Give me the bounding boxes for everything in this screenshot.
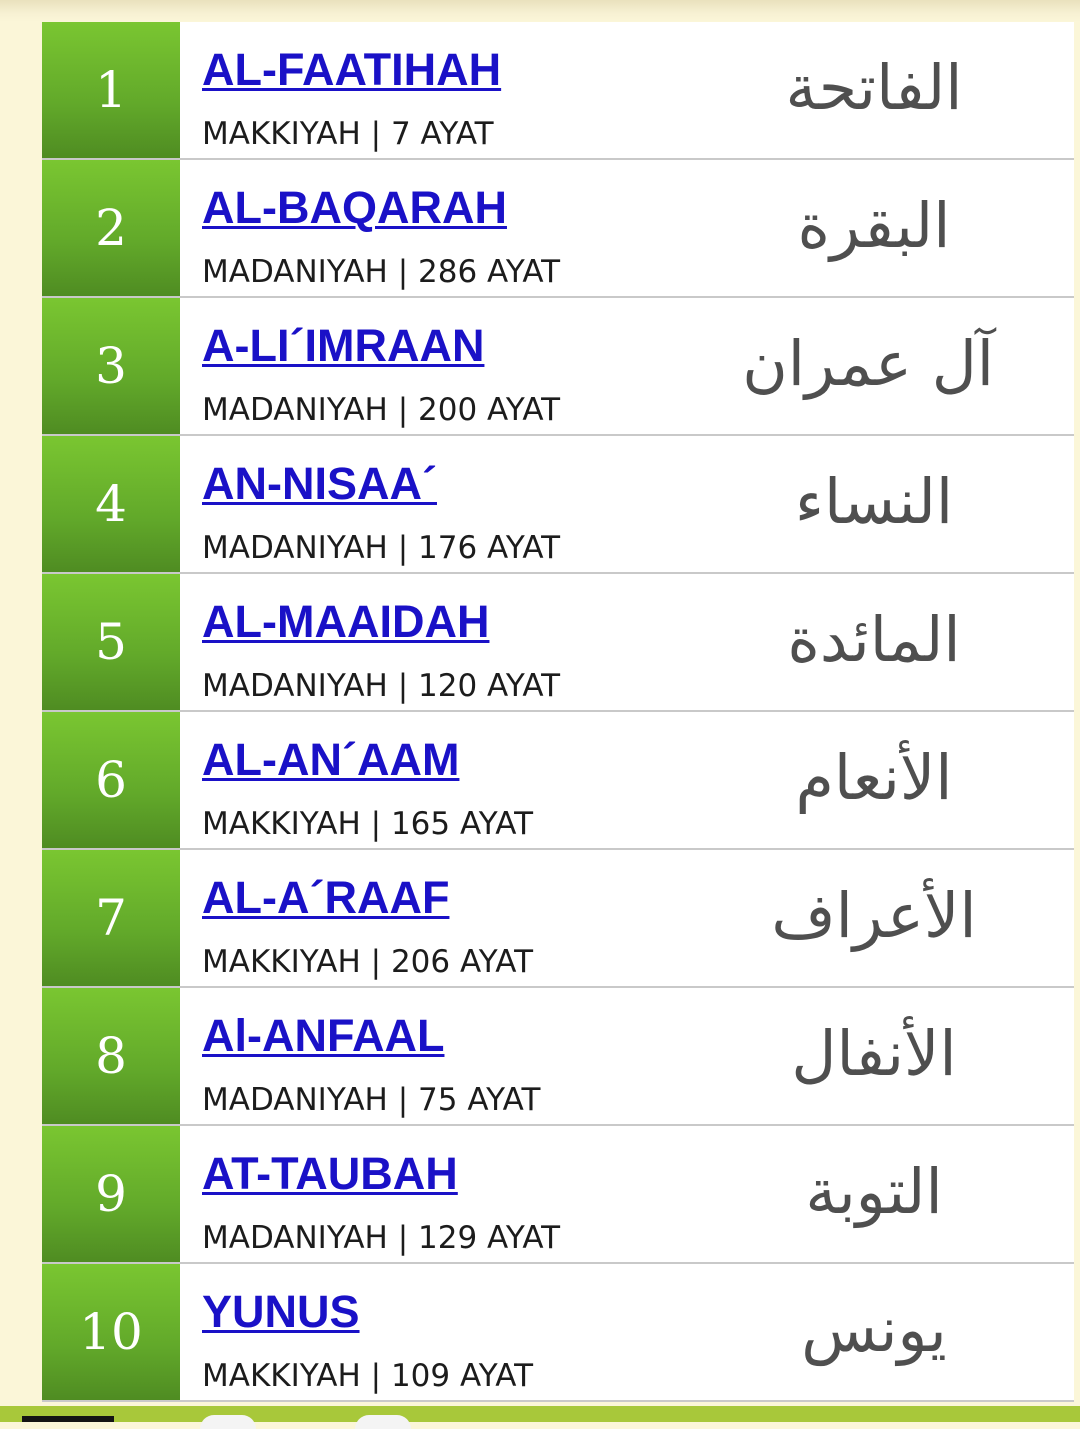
- surah-row-1[interactable]: [42, 22, 1074, 160]
- surah-number: 7: [42, 850, 180, 986]
- surah-name-link[interactable]: AL-AN´AAM: [202, 734, 460, 785]
- surah-name-link[interactable]: AT-TAUBAH: [202, 1148, 458, 1199]
- surah-number: 9: [42, 1126, 180, 1262]
- surah-row-2[interactable]: [42, 160, 1074, 298]
- surah-name-link[interactable]: AL-MAAIDAH: [202, 596, 490, 647]
- surah-name-link[interactable]: YUNUS: [202, 1286, 360, 1337]
- surah-number: 2: [42, 160, 180, 296]
- surah-arabic-name: آل عمران: [742, 327, 994, 400]
- surah-number: 8: [42, 988, 180, 1124]
- surah-meta: MAKKIYAH | 165 AYAT: [202, 806, 534, 842]
- surah-arabic-name: التوبة: [805, 1155, 943, 1228]
- surah-number: 3: [42, 298, 180, 434]
- surah-arabic-name: الفاتحة: [785, 51, 963, 124]
- bottom-bar-tab-indicator: [22, 1416, 114, 1422]
- surah-list: [42, 22, 1074, 1402]
- top-edge-shadow: [0, 0, 1080, 22]
- surah-arabic-name: المائدة: [787, 603, 961, 676]
- surah-row-6[interactable]: [42, 712, 1074, 850]
- surah-meta: MADANIYAH | 120 AYAT: [202, 668, 561, 704]
- surah-name-link[interactable]: AL-FAATIHAH: [202, 44, 502, 95]
- surah-row-9[interactable]: [42, 1126, 1074, 1264]
- surah-arabic-name: النساء: [794, 465, 954, 538]
- surah-row-3[interactable]: [42, 298, 1074, 436]
- surah-name-link[interactable]: Al-ANFAAL: [202, 1010, 445, 1061]
- surah-number: 5: [42, 574, 180, 710]
- surah-name-link[interactable]: AL-BAQARAH: [202, 182, 507, 233]
- surah-number: 4: [42, 436, 180, 572]
- surah-meta: MAKKIYAH | 206 AYAT: [202, 944, 534, 980]
- surah-number: 1: [42, 22, 180, 158]
- surah-arabic-name: الأعراف: [771, 879, 977, 952]
- surah-row-10[interactable]: [42, 1264, 1074, 1402]
- surah-row-5[interactable]: [42, 574, 1074, 712]
- surah-row-7[interactable]: [42, 850, 1074, 988]
- bottom-nav-button-edge[interactable]: [200, 1415, 256, 1429]
- surah-meta: MAKKIYAH | 109 AYAT: [202, 1358, 534, 1394]
- surah-meta: MADANIYAH | 176 AYAT: [202, 530, 561, 566]
- surah-meta: MAKKIYAH | 7 AYAT: [202, 116, 494, 152]
- surah-arabic-name: الأنفال: [791, 1017, 957, 1090]
- surah-meta: MADANIYAH | 129 AYAT: [202, 1220, 561, 1256]
- surah-number: 10: [42, 1264, 180, 1400]
- surah-name-link[interactable]: A-LI´IMRAAN: [202, 320, 485, 371]
- surah-number: 6: [42, 712, 180, 848]
- surah-arabic-name: الأنعام: [795, 741, 953, 814]
- surah-meta: MADANIYAH | 286 AYAT: [202, 254, 561, 290]
- bottom-nav-button-edge[interactable]: [355, 1415, 411, 1429]
- surah-row-4[interactable]: [42, 436, 1074, 574]
- surah-row-8[interactable]: [42, 988, 1074, 1126]
- bottom-navigation-bar: [0, 1406, 1080, 1422]
- surah-name-link[interactable]: AL-A´RAAF: [202, 872, 450, 923]
- surah-arabic-name: البقرة: [797, 189, 951, 262]
- surah-name-link[interactable]: AN-NISAA´: [202, 458, 437, 509]
- surah-meta: MADANIYAH | 200 AYAT: [202, 392, 561, 428]
- surah-meta: MADANIYAH | 75 AYAT: [202, 1082, 541, 1118]
- surah-arabic-name: يونس: [801, 1293, 947, 1366]
